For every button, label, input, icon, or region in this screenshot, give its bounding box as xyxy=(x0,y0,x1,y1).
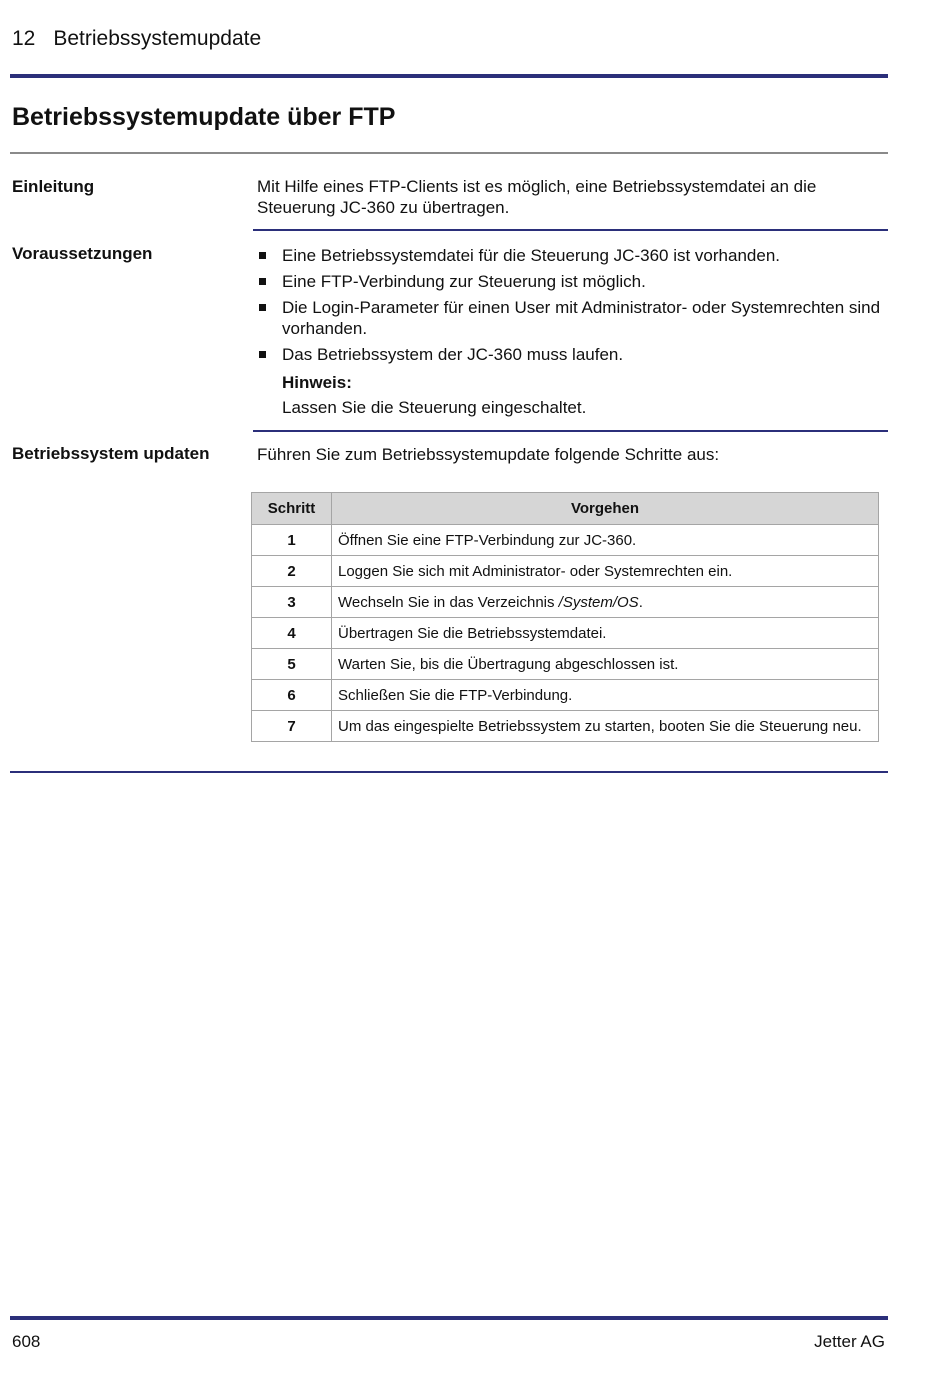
table-header-step: Schritt xyxy=(252,493,332,525)
step-number: 6 xyxy=(252,680,332,711)
step-text: Um das eingespielte Betriebssystem zu starten, booten Sie die Steuerung neu. xyxy=(332,711,879,742)
step-text: Warten Sie, bis die Übertragung abgeschlossen ist. xyxy=(332,649,879,680)
table-row xyxy=(252,525,879,556)
header-rule xyxy=(10,74,888,78)
list-item: Eine Betriebssystemdatei für die Steuerung JC-360 ist vorhanden. xyxy=(257,245,887,266)
bullet-square-icon xyxy=(259,252,266,259)
title-rule xyxy=(10,152,888,154)
table-row xyxy=(252,649,879,680)
intro-text: Mit Hilfe eines FTP-Clients ist es möglich, eine Betriebssystemdatei an die Steuerung JC-360 zu übertragen. xyxy=(257,177,817,217)
prerequisites-rule xyxy=(253,430,888,432)
table-header-procedure: Vorgehen xyxy=(332,493,879,525)
table-row xyxy=(252,587,879,618)
chapter-title: Betriebssystemupdate xyxy=(53,27,262,50)
bullet-square-icon xyxy=(259,304,266,311)
prerequisites-label: Voraussetzungen xyxy=(12,244,153,263)
bullet-square-icon xyxy=(259,278,266,285)
bullet-square-icon xyxy=(259,351,266,358)
section-title: Betriebssystemupdate über FTP xyxy=(12,103,396,131)
table-row xyxy=(252,711,879,742)
step-text: Übertragen Sie die Betriebssystemdatei. xyxy=(332,618,879,649)
table-row xyxy=(252,680,879,711)
step-number: 4 xyxy=(252,618,332,649)
step-text: Schließen Sie die FTP-Verbindung. xyxy=(332,680,879,711)
steps-table xyxy=(251,492,879,742)
table-row xyxy=(252,556,879,587)
footer-rule xyxy=(10,1316,888,1320)
step-number: 7 xyxy=(252,711,332,742)
section-end-rule xyxy=(10,771,888,773)
step-text: Wechseln Sie in das Verzeichnis /System/OS. xyxy=(332,587,879,618)
page-number: 608 xyxy=(12,1332,41,1351)
update-label: Betriebssystem updaten xyxy=(12,444,210,463)
update-intro: Führen Sie zum Betriebssystemupdate folgende Schritte aus: xyxy=(257,445,720,464)
list-item: Das Betriebssystem der JC-360 muss laufen. xyxy=(257,344,887,365)
table-row xyxy=(252,618,879,649)
step-number: 2 xyxy=(252,556,332,587)
directory-path: /System/OS xyxy=(558,594,639,611)
step-text: Loggen Sie sich mit Administrator- oder Systemrechten ein. xyxy=(332,556,879,587)
list-item: Eine FTP-Verbindung zur Steuerung ist möglich. xyxy=(257,271,887,292)
step-text: Öffnen Sie eine FTP-Verbindung zur JC-360. xyxy=(332,525,879,556)
note-title: Hinweis: xyxy=(282,373,352,392)
chapter-number: 12 xyxy=(12,27,36,50)
running-header xyxy=(12,27,261,51)
note-text: Lassen Sie die Steuerung eingeschaltet. xyxy=(282,398,587,417)
list-item: Die Login-Parameter für einen User mit Administrator- oder Systemrechten sind vorhanden. xyxy=(257,297,887,339)
step-number: 1 xyxy=(252,525,332,556)
intro-rule xyxy=(253,229,888,231)
step-number: 5 xyxy=(252,649,332,680)
step-number: 3 xyxy=(252,587,332,618)
intro-label: Einleitung xyxy=(12,177,95,196)
note-block xyxy=(282,372,586,418)
prerequisites-list xyxy=(257,245,887,370)
company-name: Jetter AG xyxy=(814,1332,885,1351)
